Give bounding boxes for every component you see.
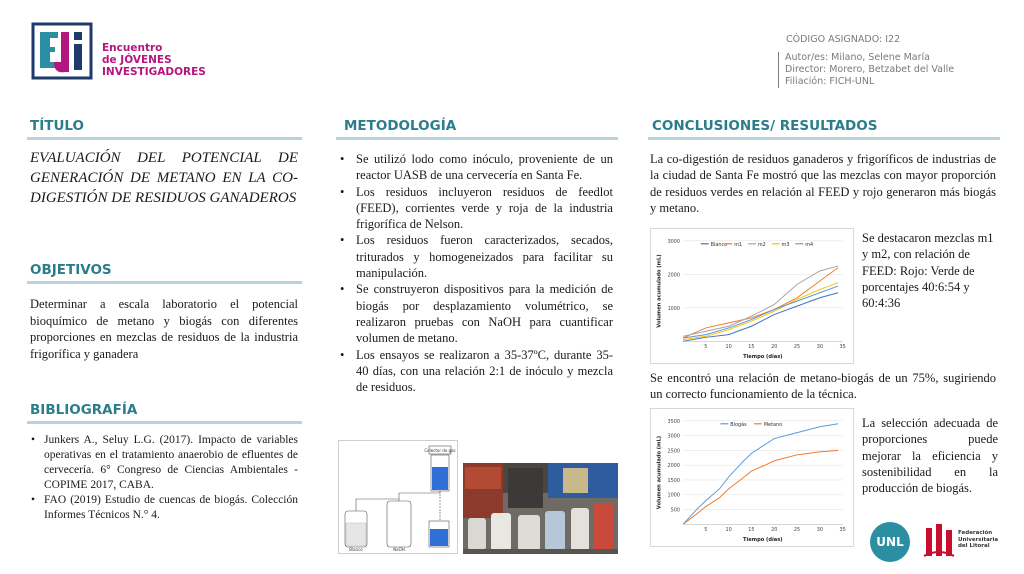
y-tick-label: 3000 bbox=[667, 238, 681, 245]
conclusion-paragraph-2: Se destacaron mezclas m1 y m2, con relación de FEED: Rojo: Verde de porcentajes 40:6:54 y 60:4:36 bbox=[862, 231, 994, 311]
divider bbox=[648, 137, 1000, 140]
eji-logo-mark bbox=[30, 20, 98, 84]
chart-biogas-methane bbox=[650, 408, 854, 547]
x-tick-label: 15 bbox=[748, 344, 755, 351]
diagram-label-blanco: Blanco bbox=[349, 547, 363, 552]
divider bbox=[27, 281, 302, 284]
section-title-titulo: TÍTULO bbox=[30, 118, 84, 134]
x-tick-label: 35 bbox=[839, 344, 846, 351]
fich-logo bbox=[922, 520, 1012, 562]
legend-label: Blanco bbox=[710, 241, 728, 248]
assigned-code: CÓDIGO ASIGNADO: I22 bbox=[786, 34, 901, 45]
conclusion-paragraph-3: Se encontró una relación de metano-biogás de un 75%, sugiriendo un correcto funcionamiento de la técnica. bbox=[650, 371, 996, 402]
methodology-item: • Los residuos incluyeron residuos de feedlot (FEED), corrientes verde y roja de la industria frigorífica de Nelson. bbox=[338, 184, 613, 233]
bibliography-list bbox=[30, 433, 298, 523]
x-tick-label: 10 bbox=[725, 344, 732, 351]
y-axis-label: Volumen acumulado (mL) bbox=[656, 254, 663, 328]
y-tick-label: 2500 bbox=[667, 448, 681, 455]
diagram-label-collector: Colector de gas bbox=[424, 448, 456, 453]
divider bbox=[336, 137, 618, 140]
poster-title: EVALUACIÓN DEL POTENCIAL DE GENERACIÓN DE METANO EN LA CO-DIGESTIÓN DE RESIDUOS GANADEROS bbox=[30, 150, 298, 206]
section-title-conclusiones: CONCLUSIONES/ RESULTADOS bbox=[652, 118, 878, 134]
legend-label: m2 bbox=[757, 241, 766, 248]
section-title-metodologia: METODOLOGÍA bbox=[344, 118, 457, 134]
y-axis-label: Volumen acumulado (mL) bbox=[656, 435, 663, 510]
author-block bbox=[778, 52, 1006, 88]
divider bbox=[27, 137, 302, 140]
conclusion-paragraph-1: La co-digestión de residuos ganaderos y frigoríficos de industrias de la ciudad de Santa Fe mostró que las mezclas con mayor proporción de residuos verdes en relación al FEED y rojo generaron más biogás y metano. bbox=[650, 152, 996, 215]
conclusion-paragraph-4: La selección adecuada de proporciones puede mejorar la eficiencia y sostenibilidad en la producción de biogás. bbox=[862, 416, 998, 496]
bibliography-item: • Junkers A., Seluy L.G. (2017). Impacto de variables operativas en el tratamiento anaerobio de efluentes de cervecería. 6° Congreso de Ciencias Ambientales - COPIME 2017, CABA. bbox=[30, 433, 298, 493]
section-title-objetivos: OBJETIVOS bbox=[30, 262, 112, 278]
section-title-bibliografia: BIBLIOGRAFÍA bbox=[30, 402, 138, 418]
y-tick-label: 3000 bbox=[667, 433, 681, 440]
fich-line: Universitaria bbox=[958, 536, 999, 543]
x-tick-label: 5 bbox=[704, 527, 708, 534]
methodology-item: • Los ensayos se realizaron a 35-37ºC, durante 35-40 días, con una relación 2:1 de inóculo y mezcla de residuos. bbox=[338, 347, 613, 396]
series-line-Biogás bbox=[683, 421, 838, 525]
objetivos-text: Determinar a escala laboratorio el potencial bioquímico de metano y biogás con diferentes proporciones en mezclas de residuos de la industria frigorífica y ganadera bbox=[30, 297, 298, 361]
bibliography-item: • FAO (2019) Estudio de cuencas de biogás. Colección Informes Técnicos N.° 4. bbox=[30, 493, 298, 523]
x-tick-label: 15 bbox=[748, 527, 755, 534]
fich-logo-mark bbox=[922, 520, 956, 562]
x-tick-label: 30 bbox=[816, 344, 823, 351]
chart-mixtures bbox=[650, 228, 854, 364]
x-axis-label: Tiempo (días) bbox=[743, 354, 783, 361]
y-tick-label: 500 bbox=[670, 507, 681, 514]
x-tick-label: 20 bbox=[771, 527, 778, 534]
methodology-list bbox=[338, 151, 613, 395]
logo-line-1: Encuentro bbox=[102, 42, 163, 54]
y-tick-label: 2000 bbox=[667, 272, 681, 279]
event-logo bbox=[30, 20, 220, 84]
methodology-item: • Los residuos fueron caracterizados, secados, triturados y homogeneizados para facilitar su manipulación. bbox=[338, 232, 613, 281]
divider bbox=[27, 421, 302, 424]
fich-line: del Litoral bbox=[958, 543, 990, 549]
x-axis-label: Tiempo (días) bbox=[743, 537, 783, 544]
y-tick-label: 2000 bbox=[667, 463, 681, 470]
x-tick-label: 10 bbox=[725, 527, 732, 534]
x-tick-label: 30 bbox=[816, 527, 823, 534]
setup-diagram-svg bbox=[339, 441, 459, 555]
x-tick-label: 35 bbox=[839, 527, 846, 534]
diagram-label-naoh: NaOH bbox=[393, 547, 405, 552]
series-line-Metano bbox=[683, 450, 838, 524]
lab-photo-art bbox=[463, 463, 618, 554]
fich-label bbox=[958, 530, 998, 550]
setup-diagram bbox=[338, 440, 458, 554]
legend-label: Biogás bbox=[730, 421, 747, 428]
series-line-m2 bbox=[683, 266, 838, 336]
fich-line: Federación bbox=[958, 530, 993, 536]
chart-mixtures-svg bbox=[651, 229, 853, 363]
affiliation: Filiación: FICH-UNL bbox=[785, 76, 875, 87]
unl-logo: UNL bbox=[870, 522, 910, 562]
methodology-item: • Se construyeron dispositivos para la medición de biogás por desplazamiento volumétrico, se realizaron pruebas con NaOH para cuantificar volumen de metano. bbox=[338, 281, 613, 346]
legend-label: m1 bbox=[734, 241, 743, 248]
logo-line-3: INVESTIGADORES bbox=[102, 66, 206, 78]
y-tick-label: 1000 bbox=[667, 492, 681, 499]
x-tick-label: 25 bbox=[793, 527, 801, 534]
y-tick-label: 1000 bbox=[667, 305, 681, 312]
x-tick-label: 25 bbox=[793, 344, 801, 351]
legend-label: m4 bbox=[805, 241, 814, 248]
y-tick-label: 3500 bbox=[667, 418, 681, 425]
author: Autor/es: Milano, Selene María bbox=[785, 52, 930, 63]
director: Director: Morero, Betzabet del Valle bbox=[785, 64, 955, 75]
header-info bbox=[786, 34, 1006, 88]
lab-photo bbox=[463, 463, 618, 554]
y-tick-label: 1500 bbox=[667, 477, 681, 484]
chart-biogas-methane-svg bbox=[651, 409, 853, 546]
x-tick-label: 20 bbox=[771, 344, 778, 351]
legend-label: m3 bbox=[781, 241, 790, 248]
logo-wordmark bbox=[102, 42, 206, 78]
x-tick-label: 5 bbox=[704, 344, 708, 351]
series-line-m1 bbox=[683, 268, 838, 338]
legend-label: Metano bbox=[763, 421, 783, 428]
methodology-item: • Se utilizó lodo como inóculo, proveniente de un reactor UASB de una cervecería en Santa Fe. bbox=[338, 151, 613, 184]
logo-line-2: de JÓVENES bbox=[102, 54, 172, 66]
